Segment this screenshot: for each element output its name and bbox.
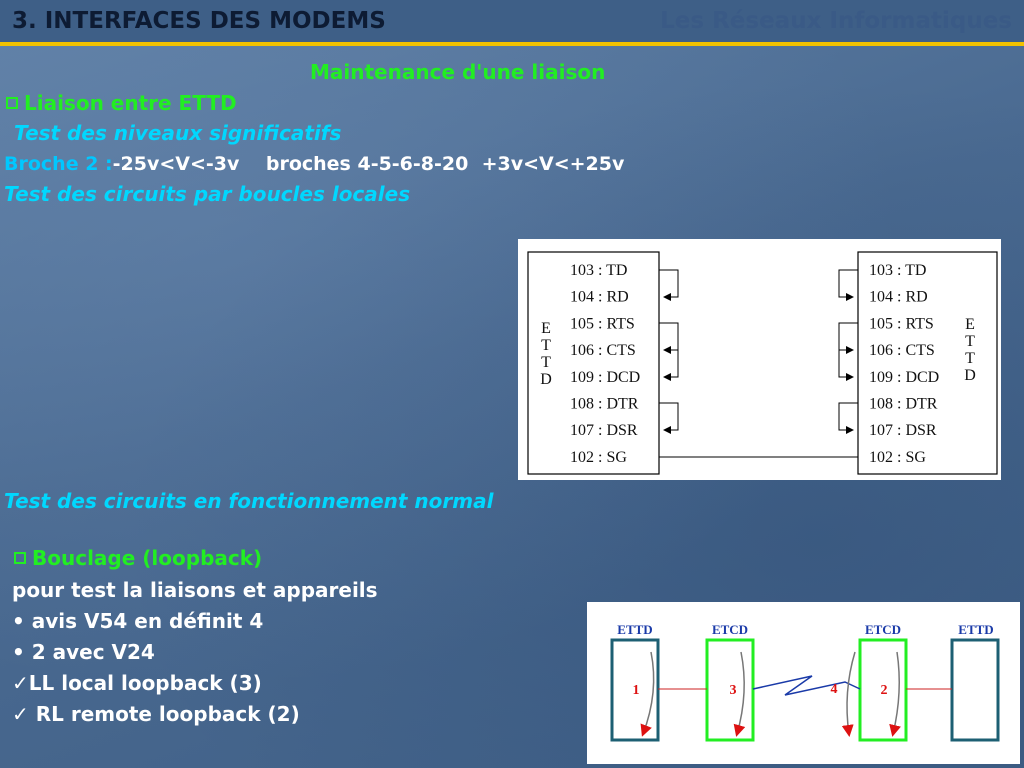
loop-2-arrow xyxy=(893,652,899,734)
loop-4-arrow xyxy=(847,652,855,734)
loop-number-4: 4 xyxy=(830,682,838,697)
label-etcd-right: ETCD xyxy=(864,622,902,637)
ettd-right-letter-3: D xyxy=(964,367,976,384)
bullet-bouclage xyxy=(14,546,262,570)
loopback-line-1: pour test la liaisons et appareils xyxy=(12,578,378,602)
ettd-left-letter-3: D xyxy=(540,371,552,388)
broche-line xyxy=(4,153,624,175)
ettd-left-letter-2: T xyxy=(541,354,551,371)
loopback-svg xyxy=(587,602,1020,764)
signal-right-3: 106 : CTS xyxy=(869,342,935,360)
ettd-right-letter-0: E xyxy=(965,316,975,333)
slide-subtitle: Les Réseaux Informatiques xyxy=(660,8,1012,34)
loop-circuits-diagram xyxy=(518,239,1001,480)
loop-number-1: 1 xyxy=(632,683,640,698)
label-ettd-right: ETTD xyxy=(958,622,994,637)
loop-number-2: 2 xyxy=(880,683,888,698)
left-loop-dtr-dsr xyxy=(659,403,678,430)
test-levels-heading: Test des niveaux significatifs xyxy=(14,121,342,145)
section-title: Maintenance d'une liaison xyxy=(310,60,606,84)
ettd-right-letter-1: T xyxy=(965,333,975,350)
bullet-bouclage-label: Bouclage (loopback) xyxy=(32,546,263,570)
signal-right-5: 108 : DTR xyxy=(869,395,938,413)
label-etcd-left: ETCD xyxy=(711,622,749,637)
box-ettd-right xyxy=(952,640,998,740)
signal-right-2: 105 : RTS xyxy=(869,315,934,333)
left-loop-rts-cts xyxy=(659,323,678,350)
checkbox-bullet-icon xyxy=(14,552,26,564)
ettd-left-letter-0: E xyxy=(541,320,551,337)
signal-left-0: 103 : TD xyxy=(570,262,628,279)
slide-title: 3. INTERFACES DES MODEMS xyxy=(12,8,386,34)
right-ettd-box xyxy=(858,252,997,474)
right-loop-dtr-dsr xyxy=(839,403,858,430)
loopback-line-3: • 2 avec V24 xyxy=(12,640,155,664)
loop-1-arrow xyxy=(643,652,654,734)
loop-3-arrow xyxy=(737,652,744,734)
bullet-liaison-label: Liaison entre ETTD xyxy=(24,91,237,115)
signal-right-1: 104 : RD xyxy=(869,288,928,306)
broche-values: -25v<V<-3v broches 4-5-6-8-20 +3v<V<+25v xyxy=(112,153,625,175)
signal-right-4: 109 : DCD xyxy=(869,368,940,386)
line-zigzag xyxy=(753,676,860,695)
left-loop-rts-dcd xyxy=(664,350,678,377)
checkbox-bullet-icon xyxy=(6,97,18,109)
right-loop-td-rd xyxy=(839,270,858,297)
loopback-line-5: ✓ RL remote loopback (2) xyxy=(12,702,300,726)
loopback-line-4: ✓LL local loopback (3) xyxy=(12,671,262,695)
broche-label: Broche 2 : xyxy=(4,153,113,175)
test-normal-heading: Test des circuits en fonctionnement normal xyxy=(4,489,494,513)
bullet-liaison xyxy=(6,91,237,115)
loop-circuits-svg xyxy=(518,239,1001,480)
test-loops-heading: Test des circuits par boucles locales xyxy=(4,182,411,206)
signal-left-1: 104 : RD xyxy=(570,288,629,306)
loopback-line-2: • avis V54 en définit 4 xyxy=(12,609,264,633)
ettd-left-letter-1: T xyxy=(541,337,551,354)
signal-left-5: 108 : DTR xyxy=(570,395,639,413)
loopback-diagram xyxy=(587,602,1020,764)
signal-left-2: 105 : RTS xyxy=(570,315,635,333)
loop-number-3: 3 xyxy=(729,683,737,698)
title-bar xyxy=(0,0,1024,44)
signal-right-7: 102 : SG xyxy=(869,448,926,466)
signal-right-6: 107 : DSR xyxy=(869,422,937,440)
right-loop-rts-dcd xyxy=(839,350,853,377)
ettd-right-letter-2: T xyxy=(965,350,975,367)
left-loop-td-rd xyxy=(659,270,678,297)
label-ettd-left: ETTD xyxy=(617,622,653,637)
signal-left-3: 106 : CTS xyxy=(570,342,636,360)
signal-left-7: 102 : SG xyxy=(570,448,627,466)
right-loop-rts-cts xyxy=(839,323,858,350)
signal-left-6: 107 : DSR xyxy=(570,422,638,440)
title-underline xyxy=(0,42,1024,46)
signal-left-4: 109 : DCD xyxy=(570,368,641,386)
signal-right-0: 103 : TD xyxy=(869,262,927,279)
